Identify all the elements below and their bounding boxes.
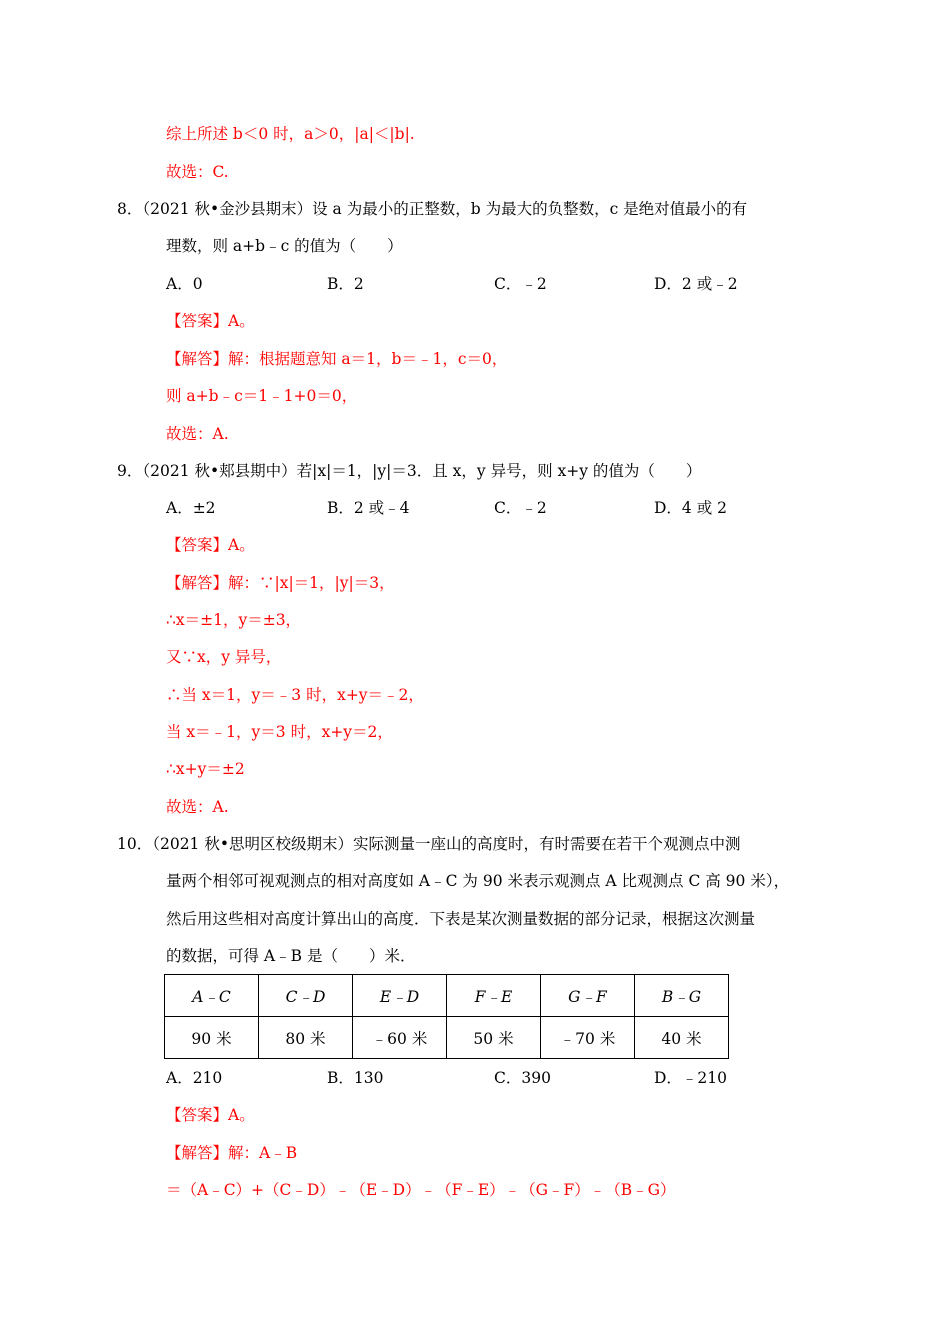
q10-option-d: D．﹣210 <box>654 1069 728 1087</box>
q8-stem-line2: 理数，则 a+b﹣c 的值为（ ） <box>166 237 403 255</box>
q9-solution-line2: ∴x＝±1，y＝±3， <box>166 611 302 629</box>
q10-solution-line1: 【解答】解：A﹣B <box>166 1144 298 1162</box>
table-row <box>165 1017 729 1059</box>
q9-solution-line7: 故选：A. <box>166 798 229 816</box>
q9-solution-line6: ∴x+y＝±2 <box>166 760 245 778</box>
table-header-cell: G﹣F <box>541 975 635 1017</box>
q10-option-a: A．210 <box>166 1069 223 1087</box>
q8-option-c: C．﹣2 <box>494 275 547 293</box>
q9-answer: 【答案】A。 <box>166 536 255 554</box>
table-header-cell: F﹣E <box>447 975 541 1017</box>
q8-answer: 【答案】A。 <box>166 312 255 330</box>
q8-solution-line3: 故选：A. <box>166 425 229 443</box>
q10-stem-line4: 的数据，可得 A﹣B 是（ ）米． <box>166 947 416 965</box>
q10-answer: 【答案】A。 <box>166 1106 255 1124</box>
q9-solution-line3: 又∵x，y 异号， <box>166 648 282 666</box>
q9-solution-line1: 【解答】解：∵|x|＝1，|y|＝3， <box>166 574 395 592</box>
table-header-cell: E﹣D <box>353 975 447 1017</box>
solution-conclusion: 综上所述 b＜0 时，a＞0，|a|＜|b|. <box>166 125 415 143</box>
q9-option-c: C．﹣2 <box>494 499 547 517</box>
table-header-cell: A﹣C <box>165 975 259 1017</box>
q9-option-d: D．4 或 2 <box>654 499 728 517</box>
q8-solution-line2: 则 a+b﹣c＝1﹣1+0＝0， <box>166 387 358 405</box>
table-cell: ﹣60 米 <box>353 1017 447 1059</box>
table-cell: ﹣70 米 <box>541 1017 635 1059</box>
q9-solution-line5: 当 x＝﹣1，y＝3 时，x+y＝2， <box>166 723 393 741</box>
q9-option-a: A．±2 <box>166 499 216 517</box>
q8-solution-line1: 【解答】解：根据题意知 a＝1，b＝﹣1，c＝0， <box>166 350 508 368</box>
q10-stem-line3: 然后用这些相对高度计算出山的高度．下表是某次测量数据的部分记录，根据这次测量 <box>166 910 756 928</box>
q9-option-b: B．2 或﹣4 <box>327 499 410 517</box>
q9-solution-line4: ∴当 x＝1，y＝﹣3 时，x+y＝﹣2， <box>166 686 424 704</box>
table-header-cell: C﹣D <box>259 975 353 1017</box>
q8-stem-line1: 8．（2021 秋•金沙县期末）设 a 为最小的正整数，b 为最大的负整数，c 是绝对值最小的有 <box>117 200 748 218</box>
q10-stem-line1: 10．（2021 秋•思明区校级期末）实际测量一座山的高度时，有时需要在若干个观测点中测 <box>117 835 741 853</box>
q9-stem-line1: 9．（2021 秋•郏县期中）若|x|＝1，|y|＝3．且 x，y 异号，则 x+y 的值为（ ） <box>117 462 702 480</box>
q10-option-b: B．130 <box>327 1069 384 1087</box>
table-cell: 80 米 <box>259 1017 353 1059</box>
solution-choice: 故选：C. <box>166 163 229 181</box>
table-cell: 90 米 <box>165 1017 259 1059</box>
q8-option-d: D．2 或﹣2 <box>654 275 738 293</box>
q10-stem-line2: 量两个相邻可视观测点的相对高度如 A﹣C 为 90 米表示观测点 A 比观测点 C 高 90 米）， <box>166 872 790 890</box>
table-cell: 40 米 <box>635 1017 729 1059</box>
q10-option-c: C．390 <box>494 1069 551 1087</box>
measurement-table <box>164 974 729 1059</box>
table-cell: 50 米 <box>447 1017 541 1059</box>
q10-solution-line2: ＝（A﹣C）+（C﹣D）﹣（E﹣D）﹣（F﹣E）﹣（G﹣F）﹣（B﹣G） <box>166 1181 676 1199</box>
q8-option-b: B．2 <box>327 275 364 293</box>
q8-option-a: A．0 <box>166 275 203 293</box>
table-header-row <box>165 975 729 1017</box>
table-header-cell: B﹣G <box>635 975 729 1017</box>
